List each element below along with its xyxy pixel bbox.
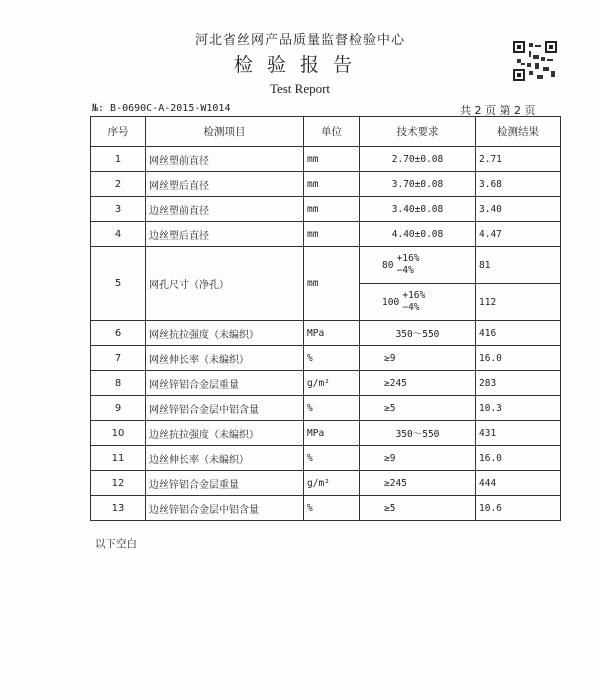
cell-item: 边丝塑后直径	[146, 222, 304, 247]
cell-result: 431	[476, 421, 561, 446]
cell-item: 边丝锌铝合金层中铝含量	[146, 496, 304, 521]
cell-item: 边丝锌铝合金层重量	[146, 471, 304, 496]
cell-item: 网孔尺寸（净孔）	[146, 247, 304, 321]
cell-result: 10.6	[476, 496, 561, 521]
tolerance-expression	[382, 253, 420, 277]
cell-requirement: ≥5	[360, 396, 476, 421]
cell-no: 7	[91, 346, 146, 371]
cell-result: 4.47	[476, 222, 561, 247]
table-row	[91, 222, 561, 247]
cell-no: 8	[91, 371, 146, 396]
cell-requirement: ≥245	[360, 371, 476, 396]
end-note: 以下空白	[95, 538, 137, 550]
cell-no: 1	[91, 147, 146, 172]
cell-item: 网丝抗拉强度（未编织）	[146, 321, 304, 346]
cell-no: 5	[91, 247, 146, 321]
cell-unit: MPa	[304, 321, 360, 346]
cell-item: 网丝锌铝合金层中铝含量	[146, 396, 304, 421]
cell-no: 9	[91, 396, 146, 421]
cell-unit: g/m²	[304, 371, 360, 396]
col-header-unit: 单位	[304, 117, 360, 147]
cell-item: 边丝伸长率（未编织）	[146, 446, 304, 471]
cell-result: 444	[476, 471, 561, 496]
table-row	[91, 321, 561, 346]
cell-requirement: 4.40±0.08	[360, 222, 476, 247]
cell-no: 13	[91, 496, 146, 521]
cell-unit: mm	[304, 172, 360, 197]
cell-requirement	[360, 247, 476, 284]
cell-result: 416	[476, 321, 561, 346]
cell-no: 12	[91, 471, 146, 496]
cell-result: 16.0	[476, 446, 561, 471]
cell-result: 10.3	[476, 396, 561, 421]
cell-no: 2	[91, 172, 146, 197]
cell-requirement: 350～550	[360, 321, 476, 346]
cell-no: 10	[91, 421, 146, 446]
cell-result: 283	[476, 371, 561, 396]
cell-requirement: ≥245	[360, 471, 476, 496]
table-row	[91, 421, 561, 446]
tolerance-lower: −4%	[402, 302, 420, 313]
qr-code-icon	[513, 41, 557, 81]
table-row	[91, 446, 561, 471]
cell-item: 网丝塑后直径	[146, 172, 304, 197]
cell-requirement: ≥9	[360, 346, 476, 371]
col-header-item: 检测项目	[146, 117, 304, 147]
cell-requirement: ≥9	[360, 446, 476, 471]
test-results-table	[90, 116, 561, 521]
report-subtitle: Test Report	[269, 81, 331, 96]
cell-unit: mm	[304, 247, 360, 321]
cell-result: 3.68	[476, 172, 561, 197]
tolerance-stack	[397, 253, 420, 277]
cell-item: 网丝锌铝合金层重量	[146, 371, 304, 396]
cell-unit: mm	[304, 147, 360, 172]
cell-item: 网丝伸长率（未编织）	[146, 346, 304, 371]
cell-no: 3	[91, 197, 146, 222]
tolerance-expression	[382, 290, 425, 314]
cell-no: 6	[91, 321, 146, 346]
cell-result: 81	[476, 247, 561, 284]
cell-unit: %	[304, 346, 360, 371]
table-row	[91, 471, 561, 496]
cell-unit: mm	[304, 222, 360, 247]
tolerance-base: 100	[382, 297, 400, 308]
report-number: №: B-0690C-A-2015-W1014	[92, 103, 231, 114]
tolerance-lower: −4%	[396, 265, 414, 276]
cell-requirement: 3.70±0.08	[360, 172, 476, 197]
table-row	[91, 346, 561, 371]
table-row	[91, 147, 561, 172]
cell-requirement: 350～550	[360, 421, 476, 446]
cell-requirement	[360, 284, 476, 321]
cell-result: 16.0	[476, 346, 561, 371]
col-header-requirement: 技术要求	[360, 117, 476, 147]
tolerance-base: 80	[382, 260, 394, 271]
table-row	[91, 371, 561, 396]
tolerance-upper: +16%	[396, 253, 420, 264]
cell-no: 11	[91, 446, 146, 471]
page-info: 共 2 页 第 2 页	[460, 104, 536, 117]
cell-unit: MPa	[304, 421, 360, 446]
organization-name: 河北省丝网产品质量监督检验中心	[194, 33, 405, 48]
cell-requirement: ≥5	[360, 496, 476, 521]
cell-unit: g/m²	[304, 471, 360, 496]
table-row	[91, 496, 561, 521]
table-row	[91, 396, 561, 421]
cell-requirement: 3.40±0.08	[360, 197, 476, 222]
tolerance-upper: +16%	[402, 290, 426, 301]
col-header-no: 序号	[91, 117, 146, 147]
table-row	[91, 247, 561, 284]
cell-result: 3.40	[476, 197, 561, 222]
cell-unit: %	[304, 496, 360, 521]
tolerance-stack	[402, 290, 425, 314]
report-title: 检验报告	[233, 54, 366, 76]
cell-result: 2.71	[476, 147, 561, 172]
table-row	[91, 172, 561, 197]
table-row	[91, 197, 561, 222]
cell-unit: mm	[304, 197, 360, 222]
cell-unit: %	[304, 446, 360, 471]
cell-no: 4	[91, 222, 146, 247]
cell-item: 边丝塑前直径	[146, 197, 304, 222]
col-header-result: 检测结果	[476, 117, 561, 147]
cell-item: 边丝抗拉强度（未编织）	[146, 421, 304, 446]
table-header-row	[91, 117, 561, 147]
cell-result: 112	[476, 284, 561, 321]
cell-unit: %	[304, 396, 360, 421]
cell-item: 网丝塑前直径	[146, 147, 304, 172]
cell-requirement: 2.70±0.08	[360, 147, 476, 172]
